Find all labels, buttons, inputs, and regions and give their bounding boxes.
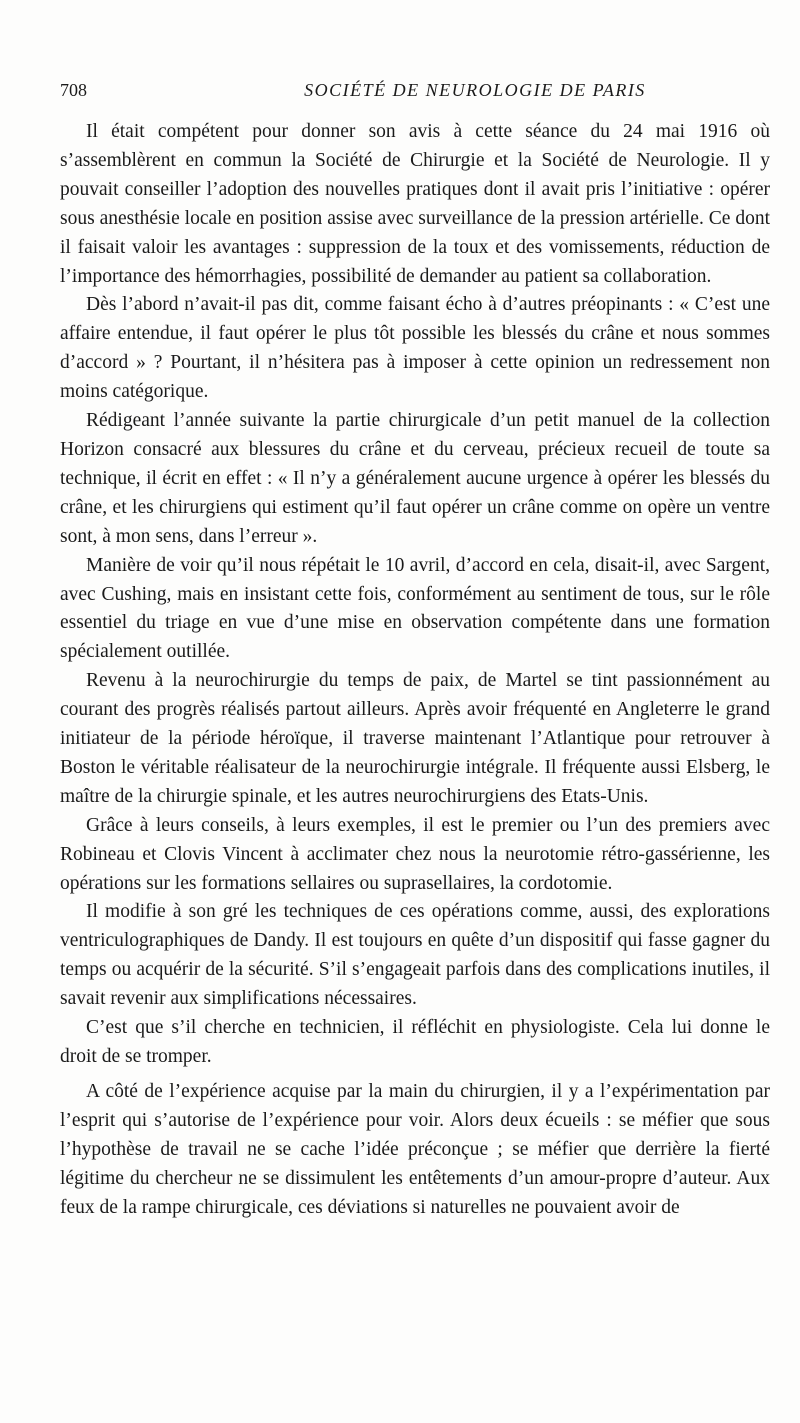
running-head <box>60 80 770 106</box>
article-body <box>60 118 770 1222</box>
paragraph: Il modifie à son gré les techniques de ces opérations comme, aussi, des explorations ventriculographiques de Dandy. Il est toujours en quête d’un dispositif qui fasse gagner du temps ou acquérir de la sécurité. S’il s’engageait parfois dans des complications inutiles, il savait revenir aux simplifications nécessaires. <box>60 901 770 1010</box>
paragraph: Manière de voir qu’il nous répétait le 10 avril, d’accord en cela, disait-il, avec Sargent, avec Cushing, mais en insistant cette fois, conformément au sentiment de tous, sur le rôle essentiel du triage en vue d’une mise en observation compétente dans une formation spécialement outillée. <box>60 554 770 663</box>
paragraph: Grâce à leurs conseils, à leurs exemples, il est le premier ou l’un des premiers avec Robineau et Clovis Vincent à acclimater chez nous la neurotomie rétro-gassérienne, les opérations sur les formations sellaires ou suprasellaires, la cordotomie. <box>60 814 770 894</box>
paragraph: Dès l’abord n’avait-il pas dit, comme faisant écho à d’autres préopinants : « C’est une affaire entendue, il faut opérer le plus tôt possible les blessés du crâne et nous sommes d’accord » ? Pourtant, il n’hésitera pas à imposer à cette opinion un redressement non moins catégorique. <box>60 294 770 403</box>
paragraph: A côté de l’expérience acquise par la main du chirurgien, il y a l’expérimentation par l’esprit qui s’autorise de l’expérience pour voir. Alors deux écueils : se méfier que sous l’hypothèse de travail ne se cache l’idée préconçue ; se méfier que derrière la fierté légitime du chercheur ne se dissimulent les entêtements d’un amour-propre d’auteur. Aux feux de la rampe chirurgicale, ces déviations si naturelles ne pouvaient avoir de <box>60 1080 770 1218</box>
paragraph: Rédigeant l’année suivante la partie chirurgicale d’un petit manuel de la collection Horizon consacré aux blessures du crâne et du cerveau, précieux recueil de toute sa technique, il écrit en effet : « Il n’y a généralement aucune urgence à opérer les blessés du crâne, et les chirurgiens qui estiment qu’il faut opérer un crâne comme on opère un ventre sont, à mon sens, dans l’erreur ». <box>60 410 770 547</box>
paragraph: Il était compétent pour donner son avis à cette séance du 24 mai 1916 où s’assemblèrent en commun la Société de Chirurgie et la Société de Neurologie. Il y pouvait conseiller l’adoption des nouvelles pratiques dont il avait pris l’initiative : opérer sous anesthésie locale en position assise avec surveillance de la pression artérielle. Ce dont il faisait valoir les avantages : suppression de la toux et des vomissements, réduction de l’importance des hémorrhagies, possibilité de demander au patient sa collaboration. <box>60 121 770 287</box>
page-number: 708 <box>60 80 87 100</box>
paragraph: C’est que s’il cherche en technicien, il réfléchit en physiologiste. Cela lui donne le droit de se tromper. <box>60 1017 770 1067</box>
journal-title: SOCIÉTÉ DE NEUROLOGIE DE PARIS <box>304 80 646 100</box>
paragraph: Revenu à la neurochirurgie du temps de paix, de Martel se tint passionnément au courant des progrès réalisés partout ailleurs. Après avoir fréquenté en Angleterre le grand initiateur de la période héroïque, il traverse maintenant l’Atlantique pour retrouver à Boston le véritable réalisateur de la neurochirurgie intégrale. Il fréquente aussi Elsberg, le maître de la chirurgie spinale, et les autres neurochirurgiens des Etats-Unis. <box>60 670 770 807</box>
